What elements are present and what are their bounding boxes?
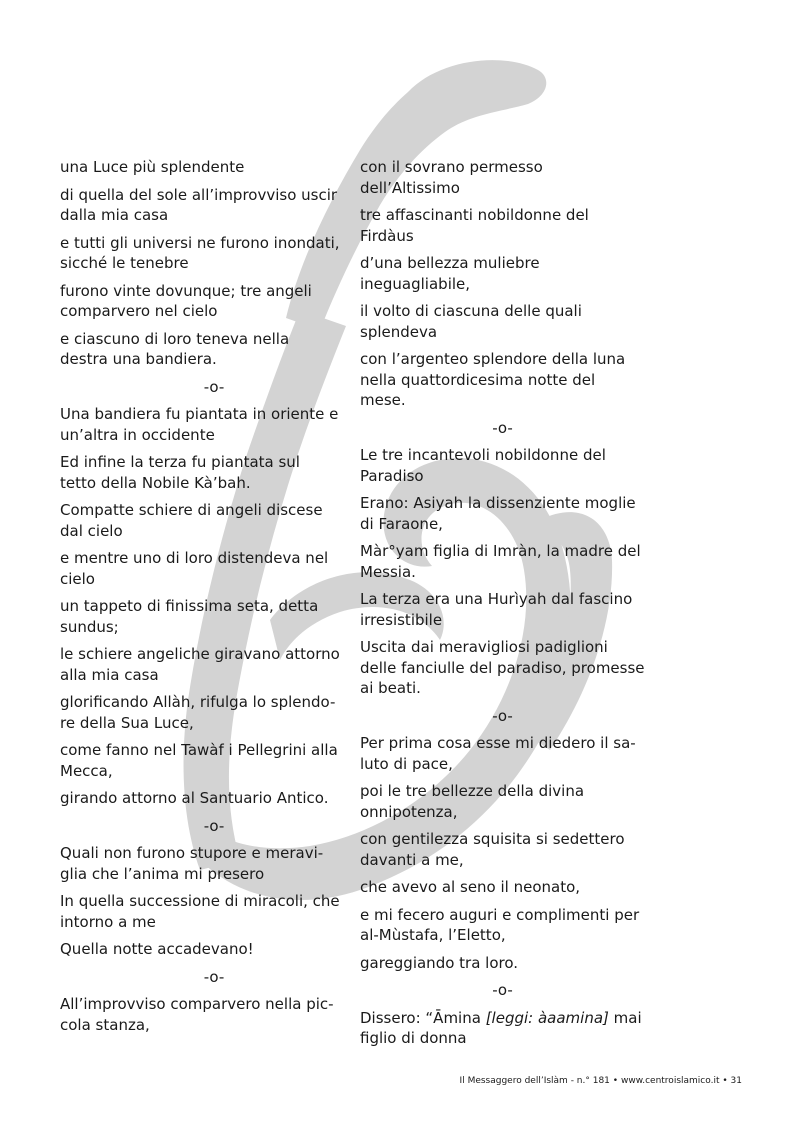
paragraph: glorificando Allàh, rifulga lo splendo-re della Sua Luce,	[60, 693, 336, 732]
paragraph: In quella successione di miracoli, che intorno a me	[60, 892, 340, 931]
paragraph: Le tre incantevoli nobildonne del Paradiso	[360, 446, 606, 485]
paragraph: gareggiando tra loro.	[360, 953, 519, 972]
paragraph: tre affascinanti nobildonne del Firdàus	[360, 206, 589, 245]
paragraph: le schiere angeliche giravano attorno alla mia casa	[60, 645, 340, 684]
paragraph: e tutti gli universi ne furono inondati, sicché le tenebre	[60, 233, 340, 272]
paragraph: Quella notte accadevano!	[60, 940, 254, 958]
paragraph-italic-note: [leggi: àaamina]	[485, 1008, 609, 1027]
paragraph: Per prima cosa esse mi diedero il sa-luto di pace,	[360, 734, 636, 773]
paragraph-text: Dissero: “Āmina	[360, 1008, 486, 1027]
paragraph: Quali non furono stupore e meravi-glia che l’anima mi presero	[60, 844, 324, 883]
paragraph: furono vinte dovunque; tre angeli comparvero nel cielo	[60, 281, 312, 320]
paragraph: Màr°yam figlia di Imràn, la madre del Messia.	[360, 542, 641, 581]
paragraph: Ed infine la terza fu piantata sul tetto della Nobile Kà’bah.	[60, 453, 300, 492]
paragraph: una Luce più splendente	[60, 158, 245, 176]
paragraph: La terza era una Hurìyah dal fascino irresistibile	[360, 590, 633, 629]
section-separator: -o-	[203, 967, 225, 986]
paragraph: e mi fecero auguri e complimenti per al-Mùstafa, l’Eletto,	[360, 905, 640, 944]
page-number: 31	[730, 1076, 742, 1086]
paragraph: un tappeto di finissima seta, detta sundus;	[60, 597, 319, 636]
section-separator: -o-	[492, 706, 513, 725]
section-separator: -o-	[203, 377, 225, 396]
paragraph	[360, 1008, 645, 1049]
paragraph: che avevo al seno il neonato,	[360, 878, 581, 896]
section-separator: -o-	[492, 981, 513, 999]
paragraph: poi le tre bellezze della divina onnipotenza,	[360, 782, 585, 821]
paragraph: con il sovrano permesso dell’Altissimo	[360, 158, 543, 197]
paragraph: e ciascuno di loro teneva nella destra una bandiera.	[60, 329, 290, 368]
page-footer	[460, 1076, 742, 1086]
paragraph: All’improvviso comparvero nella pic-cola stanza,	[60, 995, 334, 1034]
right-column	[360, 157, 645, 1056]
paragraph: Una bandiera fu piantata in oriente e un’altra in occidente	[60, 405, 339, 444]
left-column	[60, 157, 340, 1042]
paragraph: con l’argenteo splendore della luna nella quattordicesima notte del mese.	[360, 350, 626, 409]
paragraph: Compatte schiere di angeli discese dal cielo	[60, 501, 323, 540]
footer-bullet: •	[612, 1076, 619, 1086]
paragraph-text: mai figlio di donna	[360, 1008, 642, 1047]
paragraph: d’una bellezza muliebre ineguagliabile,	[360, 254, 540, 293]
paragraph: con gentilezza squisita si sedettero davanti a me,	[360, 830, 625, 869]
footer-website: www.centroislamico.it	[620, 1076, 720, 1086]
section-separator: -o-	[203, 816, 225, 835]
section-separator: -o-	[492, 418, 513, 437]
paragraph: il volto di ciascuna delle quali splendeva	[360, 302, 582, 341]
paragraph: Erano: Asiyah la dissenziente moglie di Faraone,	[360, 494, 636, 533]
paragraph: e mentre uno di loro distendeva nel cielo	[60, 549, 329, 588]
footer-magazine: Il Messaggero dell’Islàm - n.° 181	[459, 1076, 610, 1086]
footer-bullet: •	[722, 1076, 728, 1086]
paragraph: Uscita dai meravigliosi padiglioni delle fanciulle del paradiso, promesse ai beati.	[360, 638, 645, 697]
paragraph: girando attorno al Santuario Antico.	[60, 789, 329, 807]
paragraph: di quella del sole all’improvviso uscir dalla mia casa	[60, 185, 338, 224]
paragraph: come fanno nel Tawàf i Pellegrini alla Mecca,	[60, 741, 338, 780]
